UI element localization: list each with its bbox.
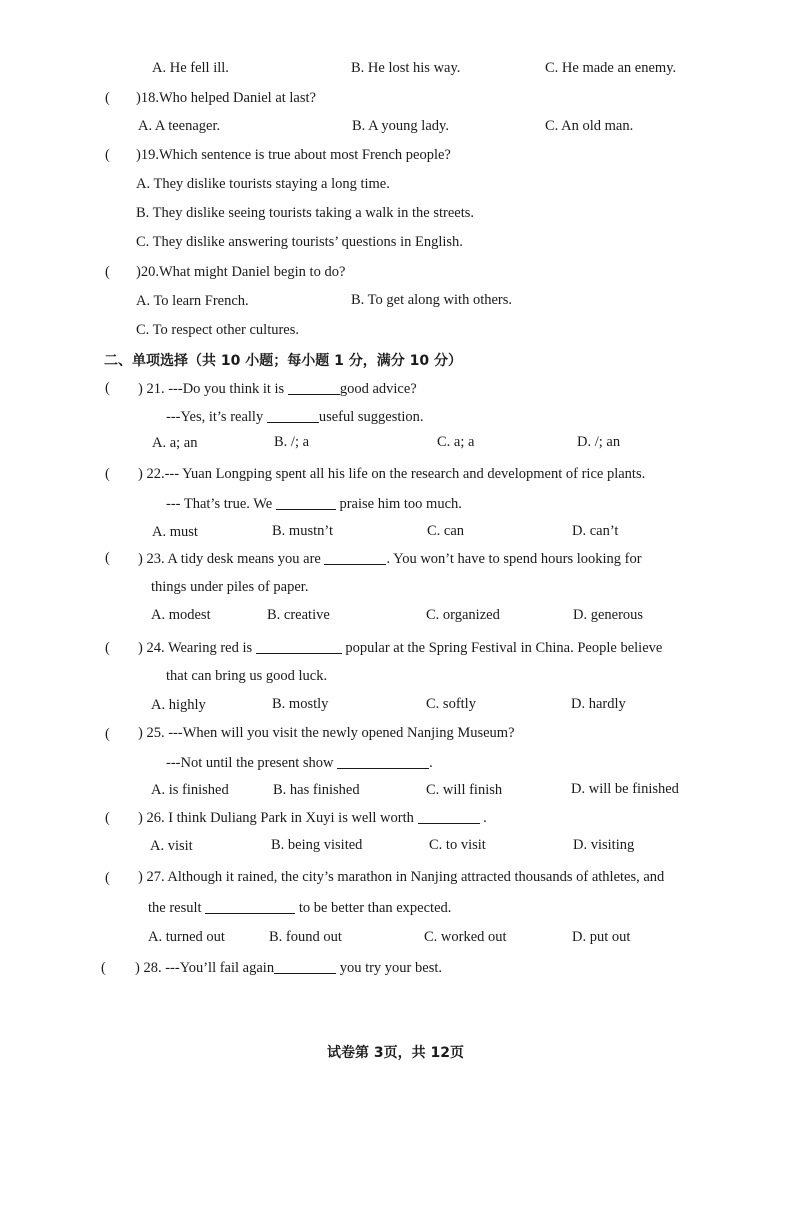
q21-blank-1[interactable] [288, 380, 340, 395]
q21-line2-pre: ---Yes, it’s really [166, 409, 267, 425]
q23-line2: things under piles of paper. [151, 579, 309, 595]
q25-blank[interactable] [337, 754, 429, 769]
q20-option-b: B. To get along with others. [351, 292, 513, 308]
q26-option-a: A. visit [150, 838, 193, 854]
q19-answer-bracket[interactable]: ( [105, 147, 110, 163]
q22-line1: ) 22.--- Yuan Longping spent all his life on the research and development of rice plants. [138, 466, 646, 482]
q22-blank[interactable] [276, 495, 336, 510]
q20-option-c: C. To respect other cultures. [136, 322, 300, 338]
q22-answer-bracket[interactable]: ( [105, 466, 110, 482]
q27-option-a: A. turned out [148, 929, 225, 945]
q19-stem: )19.Which sentence is true about most French people? [136, 147, 451, 163]
q27-line2-post: to be better than expected. [295, 900, 452, 916]
q23-answer-bracket[interactable]: ( [105, 550, 110, 566]
q27-line1: ) 27. Although it rained, the city’s marathon in Nanjing attracted thousands of athletes, and [138, 869, 665, 885]
q25-line2-pre: ---Not until the present show [166, 755, 338, 771]
q24-option-a: A. highly [151, 697, 206, 713]
q21-option-d: D. /; an [577, 434, 621, 450]
q18-stem: )18.Who helped Daniel at last? [136, 90, 316, 106]
q25-line1: ) 25. ---When will you visit the newly opened Nanjing Museum? [138, 725, 515, 741]
q25-option-c: C. will finish [426, 782, 503, 798]
page-footer: 试卷第 3页，共 12页 [327, 1045, 464, 1061]
q27-blank[interactable] [205, 899, 295, 914]
q17-option-b: B. He lost his way. [351, 60, 461, 76]
q27-option-b: B. found out [269, 929, 342, 945]
q23-option-b: B. creative [267, 607, 330, 623]
q27-option-c: C. worked out [424, 929, 507, 945]
q20-stem: )20.What might Daniel begin to do? [136, 264, 346, 280]
q19-option-c: C. They dislike answering tourists’ questions in English. [136, 234, 463, 250]
q18-option-b: B. A young lady. [352, 118, 449, 134]
q26-line1-pre: ) 26. I think Duliang Park in Xuyi is well worth [138, 810, 418, 826]
q26-line1-post: . [479, 810, 487, 826]
q23-line1-pre: ) 23. A tidy desk means you are [138, 551, 325, 567]
q25-option-a: A. is finished [151, 782, 229, 798]
q23-option-c: C. organized [426, 607, 500, 623]
q22-option-c: C. can [427, 523, 465, 539]
q26-line1 [138, 809, 487, 827]
q21-option-a: A. a; an [152, 435, 198, 451]
q24-line2: that can bring us good luck. [166, 668, 328, 684]
q24-line1-post: popular at the Spring Festival in China. People believe [341, 640, 663, 656]
q21-answer-bracket[interactable]: ( [105, 380, 110, 396]
q18-option-c: C. An old man. [545, 118, 634, 134]
q27-answer-bracket[interactable]: ( [105, 870, 110, 886]
q21-line1-post: good advice? [339, 381, 417, 397]
q27-line2 [148, 899, 451, 917]
q18-answer-bracket[interactable]: ( [105, 90, 110, 106]
q21-line2 [166, 408, 424, 426]
q22-option-d: D. can’t [572, 523, 619, 539]
q17-option-c: C. He made an enemy. [545, 60, 677, 76]
q26-blank[interactable] [418, 809, 480, 824]
q28-line1-pre: ) 28. ---You’ll fail again [135, 960, 275, 976]
q21-option-c: C. a; a [437, 434, 475, 450]
q25-line2-post: . [429, 755, 433, 771]
q28-blank[interactable] [274, 959, 336, 974]
q19-option-b: B. They dislike seeing tourists taking a walk in the streets. [136, 205, 475, 221]
q26-option-c: C. to visit [429, 837, 486, 853]
q17-option-a: A. He fell ill. [152, 60, 229, 76]
q22-option-a: A. must [152, 524, 198, 540]
q23-option-d: D. generous [573, 607, 644, 623]
q25-answer-bracket[interactable]: ( [105, 726, 110, 742]
q26-answer-bracket[interactable]: ( [105, 810, 110, 826]
q18-option-a: A. A teenager. [138, 118, 221, 134]
q24-option-b: B. mostly [272, 696, 329, 712]
q24-answer-bracket[interactable]: ( [105, 640, 110, 656]
q24-line1 [138, 639, 662, 657]
q24-blank[interactable] [256, 639, 342, 654]
q20-option-a: A. To learn French. [136, 293, 249, 309]
q23-line1 [138, 550, 642, 568]
q27-line2-pre: the result [148, 900, 206, 916]
q23-blank[interactable] [324, 550, 386, 565]
q28-answer-bracket[interactable]: ( [101, 960, 106, 976]
q21-line2-post: useful suggestion. [318, 409, 424, 425]
q22-line2-pre: --- That’s true. We [166, 496, 276, 512]
section2-heading: 二、单项选择（共 10 小题；每小题 1 分，满分 10 分） [104, 353, 462, 369]
q21-line1-pre: ) 21. ---Do you think it is [138, 381, 288, 397]
q19-option-a: A. They dislike tourists staying a long time. [136, 176, 390, 192]
q22-option-b: B. mustn’t [272, 523, 333, 539]
q25-line2 [166, 754, 433, 772]
q24-option-c: C. softly [426, 696, 476, 712]
q21-line1 [138, 380, 417, 398]
q23-line1-post: . You won’t have to spend hours looking for [386, 551, 642, 567]
q26-option-d: D. visiting [573, 837, 635, 853]
q25-option-b: B. has finished [273, 782, 360, 798]
q22-line2-post: praise him too much. [335, 496, 462, 512]
q23-option-a: A. modest [151, 607, 211, 623]
q28-line1-post: you try your best. [336, 960, 442, 976]
q27-option-d: D. put out [572, 929, 631, 945]
q25-option-d: D. will be finished [571, 781, 679, 797]
q21-blank-2[interactable] [267, 408, 319, 423]
q20-answer-bracket[interactable]: ( [105, 264, 110, 280]
q22-line2 [166, 495, 462, 513]
q21-option-b: B. /; a [274, 434, 310, 450]
q24-line1-pre: ) 24. Wearing red is [138, 640, 256, 656]
q28-line1 [135, 959, 442, 977]
q24-option-d: D. hardly [571, 696, 626, 712]
q26-option-b: B. being visited [271, 837, 363, 853]
